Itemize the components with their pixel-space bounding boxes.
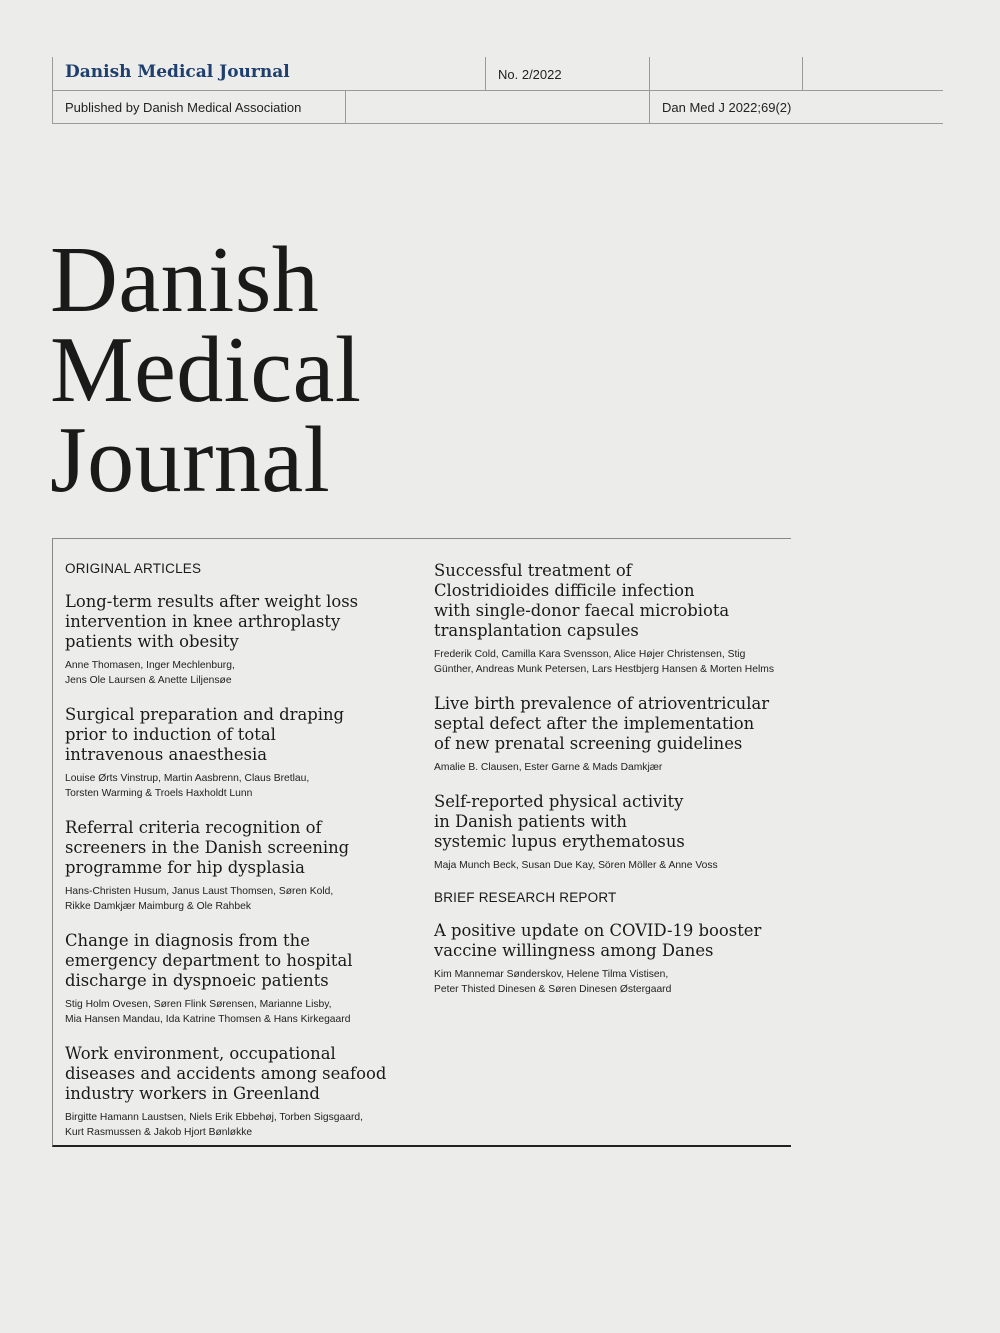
article-entry[interactable] <box>65 931 405 1027</box>
article-title[interactable]: Successful treatment of Clostridioides difficile infection with single-donor faecal microbiota transplantation capsules <box>434 561 730 640</box>
article-entry[interactable] <box>65 592 405 688</box>
article-authors: Kim Mannemar Sønderskov, Helene Tilma Vistisen, Peter Thisted Dinesen & Søren Dinesen Østergaard <box>434 969 672 995</box>
article-title[interactable]: Long-term results after weight loss intervention in knee arthroplasty patients with obesity <box>65 592 359 651</box>
article-entry[interactable] <box>434 561 784 677</box>
article-entry[interactable] <box>65 705 405 801</box>
toc-left-column <box>65 561 405 1157</box>
article-title[interactable]: Referral criteria recognition of screeners in the Danish screening programme for hip dysplasia <box>65 818 350 877</box>
article-entry[interactable] <box>65 818 405 914</box>
section-label-original-articles: ORIGINAL ARTICLES <box>65 561 202 576</box>
article-title[interactable]: Change in diagnosis from the emergency department to hospital discharge in dyspnoeic patients <box>65 931 353 990</box>
article-title[interactable]: A positive update on COVID-19 booster vaccine willingness among Danes <box>434 921 762 960</box>
masthead-line-3: Journal <box>50 408 331 512</box>
header-citation: Dan Med J 2022;69(2) <box>662 100 792 115</box>
article-authors: Birgitte Hamann Laustsen, Niels Erik Ebbehøj, Torben Sigsgaard, Kurt Rasmussen & Jakob Hjort Bønløkke <box>65 1112 364 1138</box>
article-authors: Anne Thomasen, Inger Mechlenburg, Jens Ole Laursen & Anette Liljensøe <box>65 660 235 686</box>
header-divider-4 <box>345 91 346 124</box>
article-title[interactable]: Surgical preparation and draping prior to induction of total intravenous anaesthesia <box>65 705 345 764</box>
header-bottom-rule <box>52 123 943 124</box>
section-label-brief-research-report: BRIEF RESEARCH REPORT <box>434 890 617 905</box>
article-authors: Maja Munch Beck, Susan Due Kay, Sören Möller & Anne Voss <box>434 860 718 871</box>
article-authors: Louise Ørts Vinstrup, Martin Aasbrenn, Claus Bretlau, Torsten Warming & Troels Haxholdt Lunn <box>65 773 310 799</box>
article-entry[interactable] <box>434 694 784 775</box>
article-entry[interactable] <box>434 792 784 873</box>
left-article-list <box>65 592 405 1140</box>
article-title[interactable]: Live birth prevalence of atrioventricular septal defect after the implementation of new prenatal screening guidelines <box>434 694 770 753</box>
article-authors: Frederik Cold, Camilla Kara Svensson, Alice Højer Christensen, Stig Günther, Andreas Munk Petersen, Lars Hestbjerg Hansen & Morten Helms <box>434 649 774 675</box>
header-issue: No. 2/2022 <box>498 67 562 82</box>
masthead-line-1: Danish <box>50 228 320 332</box>
header-publisher: Published by Danish Medical Association <box>65 100 302 115</box>
article-entry[interactable] <box>65 1044 405 1140</box>
header-divider-1 <box>485 57 486 91</box>
article-title[interactable]: Work environment, occupational diseases and accidents among seafood industry workers in Greenland <box>65 1044 387 1103</box>
article-authors: Stig Holm Ovesen, Søren Flink Sørensen, Marianne Lisby, Mia Hansen Mandau, Ida Katrine Thomsen & Hans Kirkegaard <box>65 999 351 1025</box>
table-of-contents <box>52 538 791 1147</box>
article-entry[interactable] <box>434 921 784 997</box>
masthead-line-2: Medical <box>50 318 362 422</box>
article-authors: Amalie B. Clausen, Ester Garne & Mads Damkjær <box>434 762 663 773</box>
header-journal-name: Danish Medical Journal <box>65 62 290 82</box>
toc-right-column <box>434 561 784 1014</box>
header-divider-3 <box>802 57 803 91</box>
masthead-title <box>50 228 362 512</box>
header-middle-rule <box>52 90 943 91</box>
article-authors: Hans-Christen Husum, Janus Laust Thomsen, Søren Kold, Rikke Damkjær Maimburg & Ole Rahbek <box>65 886 334 912</box>
article-title[interactable]: Self-reported physical activity in Danish patients with systemic lupus erythematosus <box>434 792 685 851</box>
